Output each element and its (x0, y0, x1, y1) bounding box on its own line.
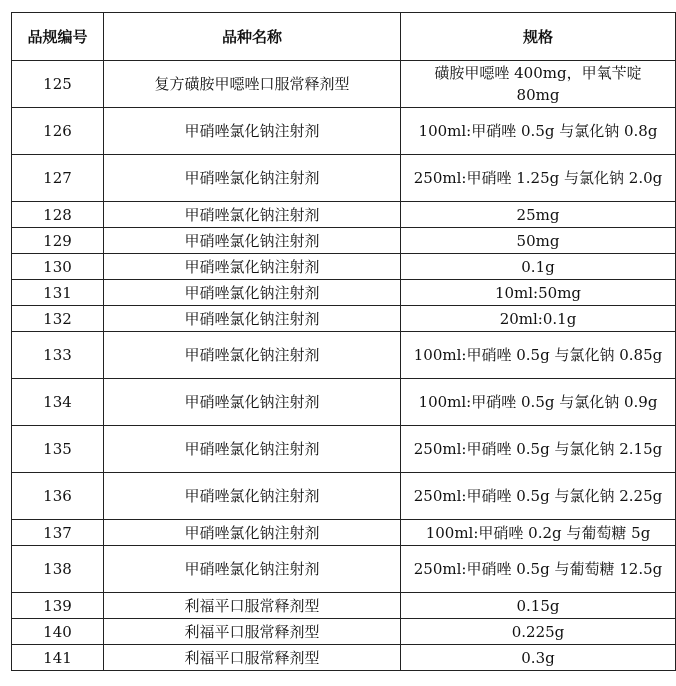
table-row (12, 280, 676, 306)
header-specification: 规格 (401, 13, 676, 61)
specification-cell (401, 426, 676, 473)
specification-text: 250ml:甲硝唑 0.5g 与氯化钠 2.25g (413, 487, 663, 505)
specification-text: 100ml:甲硝唑 0.5g 与氯化钠 0.85g (413, 346, 663, 364)
specification-cell (401, 108, 676, 155)
spec-number-cell: 138 (12, 546, 104, 593)
specification-text: 0.3g (521, 648, 555, 667)
table-row (12, 379, 676, 426)
spec-number-cell: 130 (12, 254, 104, 280)
drug-name-cell: 甲硝唑氯化钠注射剂 (104, 379, 401, 426)
drug-name-cell: 甲硝唑氯化钠注射剂 (104, 254, 401, 280)
specification-text: 100ml:甲硝唑 0.5g 与氯化钠 0.8g (418, 122, 658, 140)
drug-name-cell: 甲硝唑氯化钠注射剂 (104, 546, 401, 593)
table-row (12, 228, 676, 254)
specification-text: 0.15g (516, 596, 560, 615)
table-row (12, 645, 676, 671)
specification-text: 0.225g (511, 622, 565, 641)
drug-name-cell: 复方磺胺甲噁唑口服常释剂型 (104, 61, 401, 108)
specification-cell (401, 155, 676, 202)
drug-name-cell: 利福平口服常释剂型 (104, 619, 401, 645)
specification-cell (401, 306, 676, 332)
drug-name-cell: 甲硝唑氯化钠注射剂 (104, 332, 401, 379)
spec-number-cell: 137 (12, 520, 104, 546)
specification-cell (401, 473, 676, 520)
spec-number-cell: 125 (12, 61, 104, 108)
specification-cell (401, 61, 676, 108)
specification-cell (401, 645, 676, 671)
spec-number-cell: 127 (12, 155, 104, 202)
table-row (12, 202, 676, 228)
specification-cell (401, 228, 676, 254)
specification-cell (401, 332, 676, 379)
drug-name-cell: 甲硝唑氯化钠注射剂 (104, 202, 401, 228)
drug-name-cell: 甲硝唑氯化钠注射剂 (104, 426, 401, 473)
specification-text: 50mg (516, 231, 560, 250)
spec-number-cell: 132 (12, 306, 104, 332)
specification-cell (401, 520, 676, 546)
specification-cell (401, 546, 676, 593)
spec-number-cell: 128 (12, 202, 104, 228)
spec-number-cell: 129 (12, 228, 104, 254)
table-row (12, 546, 676, 593)
specification-cell (401, 254, 676, 280)
drug-name-cell: 利福平口服常释剂型 (104, 593, 401, 619)
table-row (12, 619, 676, 645)
specification-text: 0.1g (521, 257, 555, 276)
spec-number-cell: 131 (12, 280, 104, 306)
spec-number-cell: 139 (12, 593, 104, 619)
specification-text: 100ml:甲硝唑 0.2g 与葡萄糖 5g (425, 523, 651, 542)
specification-cell (401, 593, 676, 619)
specification-text: 10ml:50mg (494, 283, 582, 302)
specification-text: 250ml:甲硝唑 0.5g 与葡萄糖 12.5g (413, 560, 663, 578)
table-row (12, 332, 676, 379)
table-row (12, 473, 676, 520)
table-row (12, 108, 676, 155)
header-drug-name: 品种名称 (104, 13, 401, 61)
drug-name-cell: 甲硝唑氯化钠注射剂 (104, 108, 401, 155)
spec-number-cell: 134 (12, 379, 104, 426)
table-row (12, 254, 676, 280)
spec-number-cell: 141 (12, 645, 104, 671)
spec-number-cell: 140 (12, 619, 104, 645)
table-row (12, 426, 676, 473)
specification-cell (401, 379, 676, 426)
drug-name-cell: 甲硝唑氯化钠注射剂 (104, 520, 401, 546)
table-row (12, 155, 676, 202)
specification-text: 100ml:甲硝唑 0.5g 与氯化钠 0.9g (418, 393, 658, 411)
drug-name-cell: 甲硝唑氯化钠注射剂 (104, 473, 401, 520)
drug-spec-table (11, 12, 676, 671)
drug-name-cell: 利福平口服常释剂型 (104, 645, 401, 671)
specification-cell (401, 619, 676, 645)
table-row (12, 593, 676, 619)
drug-name-cell: 甲硝唑氯化钠注射剂 (104, 155, 401, 202)
spec-number-cell: 133 (12, 332, 104, 379)
spec-number-cell: 136 (12, 473, 104, 520)
specification-cell (401, 280, 676, 306)
specification-text: 250ml:甲硝唑 1.25g 与氯化钠 2.0g (413, 169, 663, 187)
table-row (12, 520, 676, 546)
drug-name-cell: 甲硝唑氯化钠注射剂 (104, 280, 401, 306)
header-spec-number: 品规编号 (12, 13, 104, 61)
specification-text: 20ml:0.1g (499, 309, 577, 328)
table-row (12, 306, 676, 332)
specification-cell (401, 202, 676, 228)
spec-number-cell: 135 (12, 426, 104, 473)
specification-text: 25mg (516, 205, 560, 224)
drug-name-cell: 甲硝唑氯化钠注射剂 (104, 306, 401, 332)
drug-name-cell: 甲硝唑氯化钠注射剂 (104, 228, 401, 254)
spec-number-cell: 126 (12, 108, 104, 155)
table-header-row (12, 13, 676, 61)
specification-text: 磺胺甲噁唑 400mg，甲氧苄啶 80mg (434, 64, 642, 104)
specification-text: 250ml:甲硝唑 0.5g 与氯化钠 2.15g (413, 440, 663, 458)
table-row (12, 61, 676, 108)
